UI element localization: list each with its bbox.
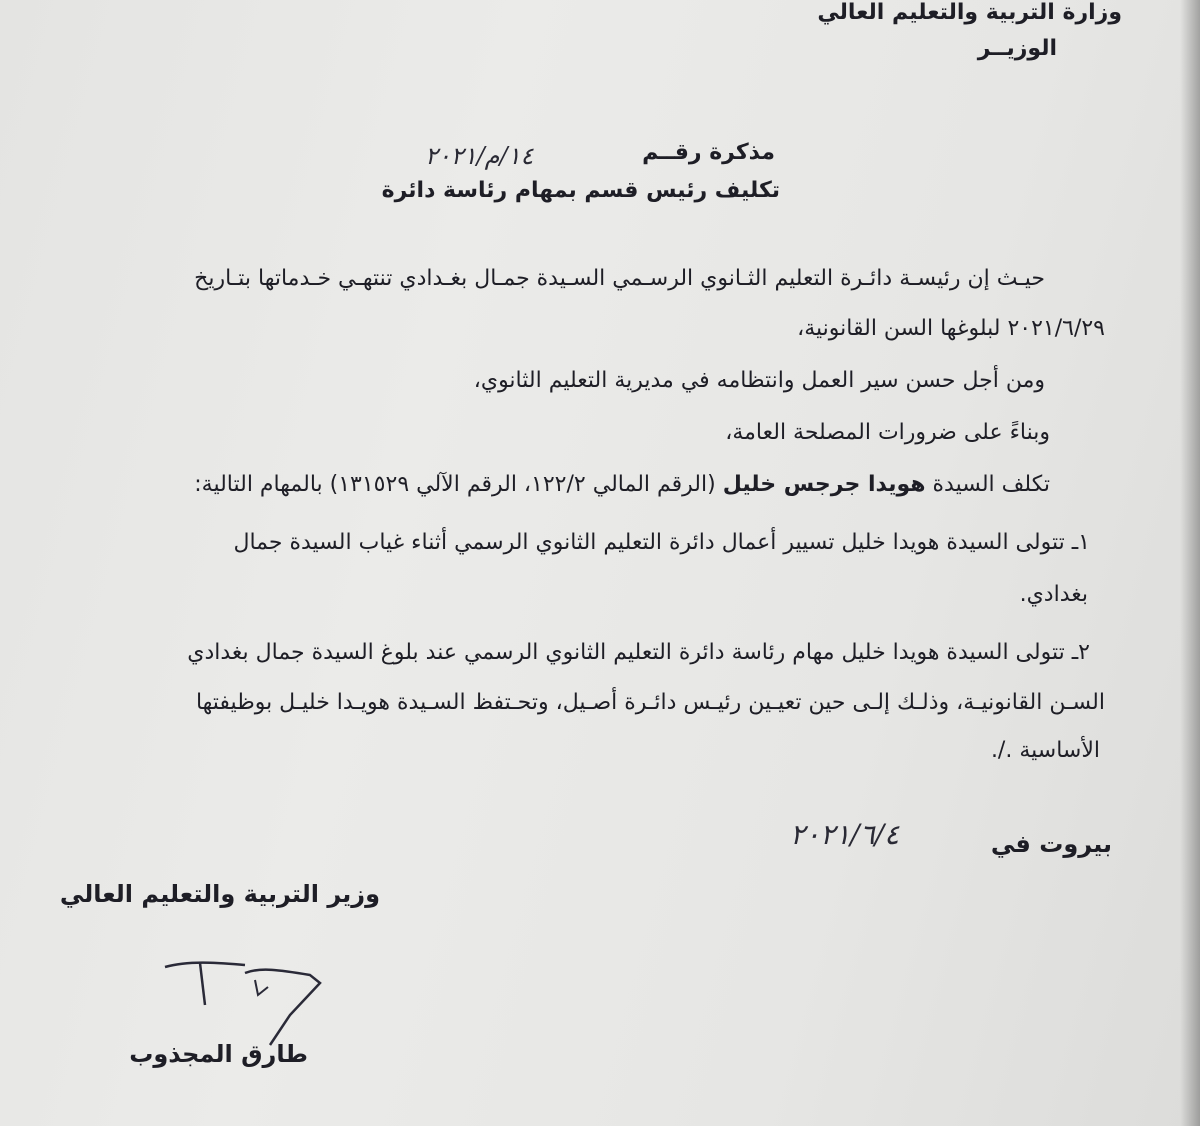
task-item-2-cont: السـن القانونيـة، وذلـك إلـى حين تعيـين رئيـس دائـرة أصـيل، وتحـتفظ السـيدة هويـدا خليـل بوظيفتها (195, 690, 1105, 715)
assignment-intro: تكلف السيدة (925, 472, 1050, 497)
assignment-details: (الرقم المالي ١٢٢/٢، الرقم الآلي ١٣١٥٢٩) بالمهام التالية: (194, 472, 723, 497)
ministry-header: وزارة التربية والتعليم العالي (817, 0, 1122, 25)
memo-subject: تكليف رئيس قسم بمهام رئاسة دائرة (381, 178, 780, 203)
page-edge-shadow (1180, 0, 1200, 1126)
memo-number-label: مذكرة رقــم (642, 140, 775, 165)
minister-header: الوزيــر (977, 36, 1057, 61)
body-line: حيـث إن رئيسـة دائـرة التعليم الثـانوي الرسـمي السـيدة جمـال بغـدادي تنتهـي خـدماتها بتـاريخ (194, 266, 1045, 291)
signer-name: طارق المجذوب (129, 1040, 308, 1068)
assignment-line (194, 472, 1050, 497)
body-line: ومن أجل حسن سير العمل وانتظامه في مديرية التعليم الثانوي، (473, 368, 1045, 393)
task-item-2: ٢ـ تتولى السيدة هويدا خليل مهام رئاسة دائرة التعليم الثانوي الرسمي عند بلوغ السيدة جمال بغدادي (187, 640, 1090, 665)
body-line: ٢٠٢١/٦/٢٩ لبلوغها السن القانونية، (797, 316, 1105, 341)
date-label: بيروت في (990, 830, 1112, 858)
body-line: وبناءً على ضرورات المصلحة العامة، (725, 420, 1050, 445)
memo-number: ١٤/م/٢٠٢١ (425, 142, 534, 170)
date-value: ٢٠٢١/٦/٤ (790, 818, 900, 851)
task-item-1-cont: بغدادي. (1019, 582, 1088, 607)
task-item-2-end: الأساسية ./. (990, 738, 1100, 763)
signer-title: وزير التربية والتعليم العالي (59, 880, 380, 908)
task-item-1: ١ـ تتولى السيدة هويدا خليل تسيير أعمال دائرة التعليم الثانوي الرسمي أثناء غياب السيدة جمال (233, 530, 1090, 555)
assignee-name: هويدا جرجس خليل (722, 472, 926, 497)
